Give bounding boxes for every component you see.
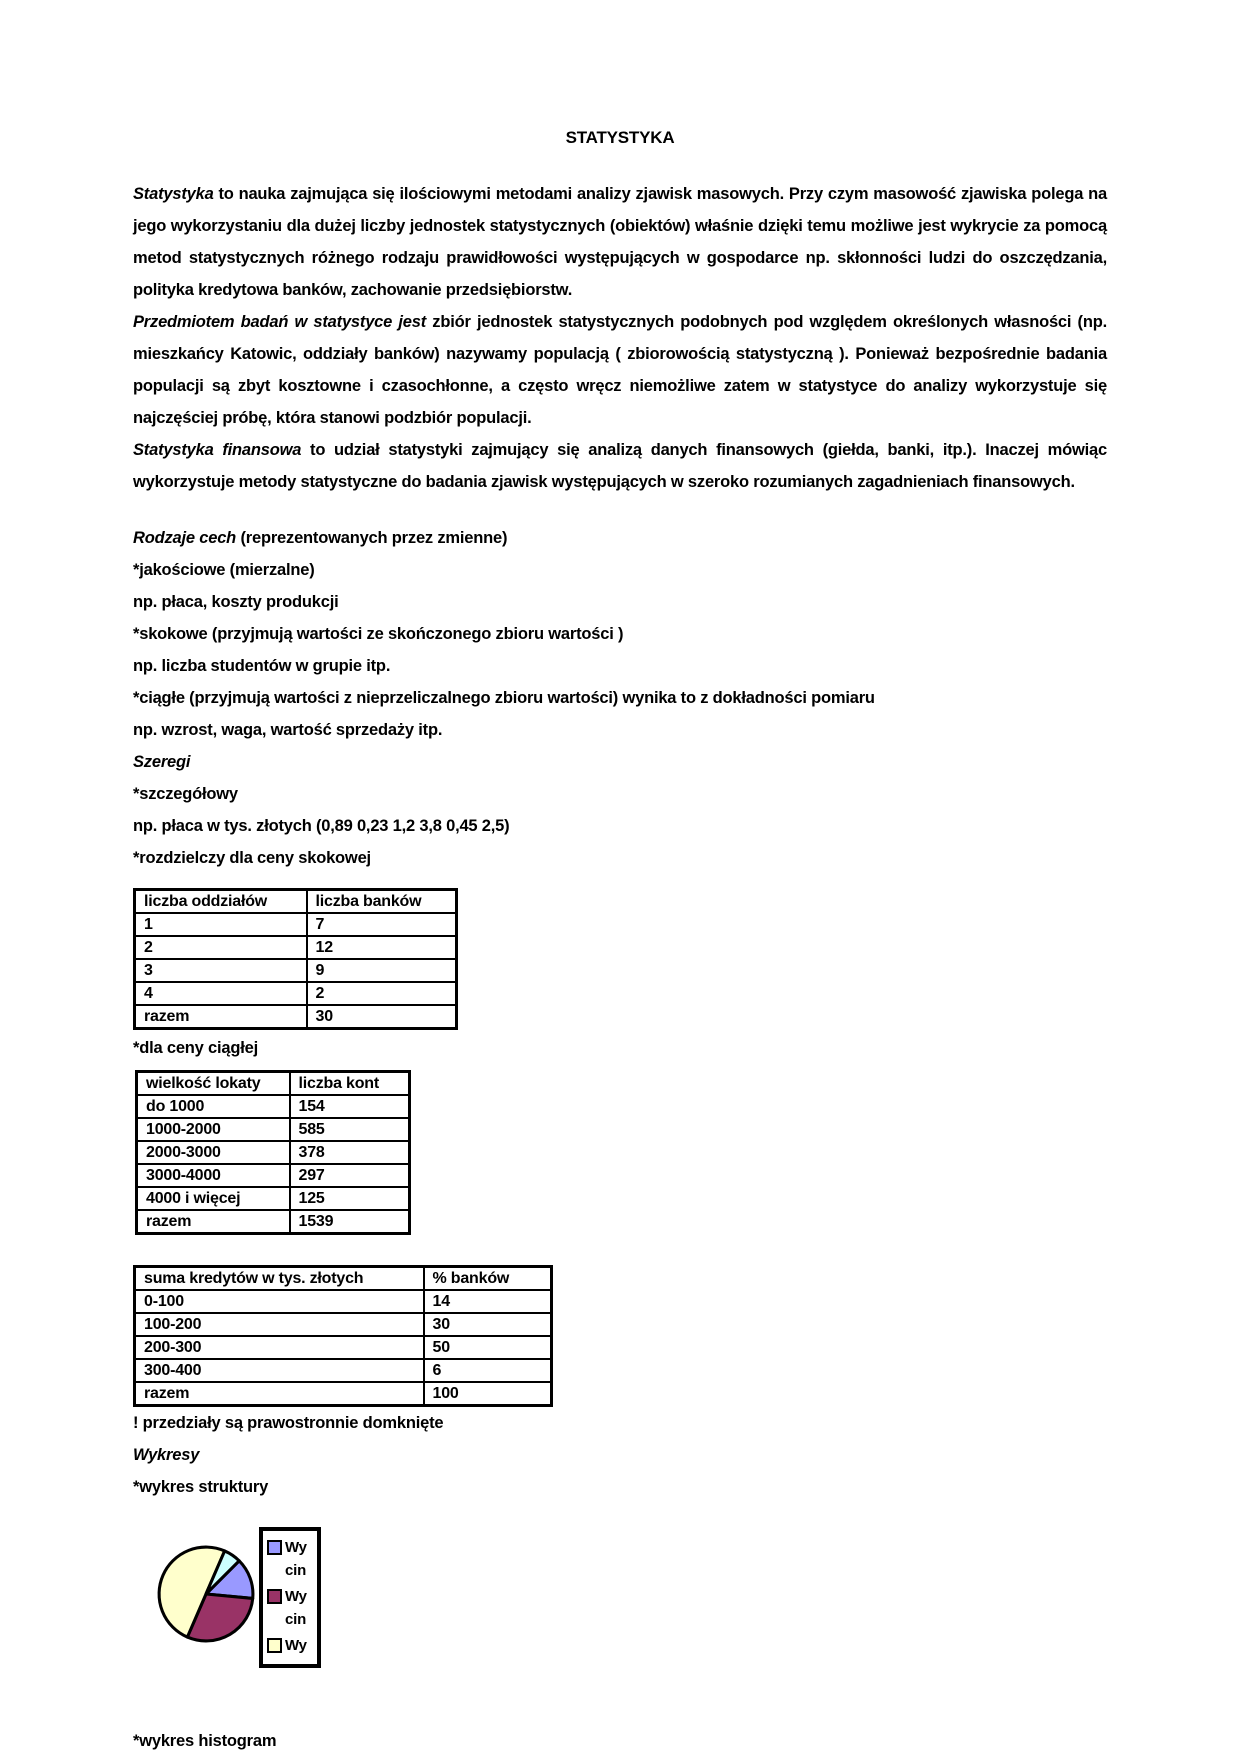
- section-heading-szeregi: Szeregi: [133, 753, 191, 771]
- table-cell: 3000-4000: [137, 1164, 290, 1187]
- table-header-row: [137, 1072, 410, 1096]
- list-item-dla-ceny-ciaglej: *dla ceny ciągłej: [133, 1039, 258, 1057]
- list-item-wykres-struktury: *wykres struktury: [133, 1478, 269, 1496]
- table-cell: 585: [290, 1118, 410, 1141]
- list-item-szczegolowy-example: np. płaca w tys. złotych (0,89 0,23 1,2 3,8 0,45 2,5): [133, 817, 510, 835]
- table-header-row: [135, 890, 457, 914]
- chart-legend: [259, 1527, 321, 1668]
- list-item-jakosciowe-example: np. płaca, koszty produkcji: [133, 593, 339, 611]
- table-cell: 100-200: [135, 1313, 424, 1336]
- table-cell: 297: [290, 1164, 410, 1187]
- table-credits-banks: [133, 1265, 553, 1407]
- column-header: suma kredytów w tys. złotych: [135, 1267, 424, 1291]
- column-header: liczba kont: [290, 1072, 410, 1096]
- table-cell: razem: [137, 1210, 290, 1234]
- table-row: [137, 1118, 410, 1141]
- list-item-skokowe: *skokowe (przyjmują wartości ze skończonego zbioru wartości ): [133, 625, 624, 643]
- list-item-skokowe-example: np. liczba studentów w grupie itp.: [133, 657, 391, 675]
- table-row: [135, 982, 457, 1005]
- column-header: liczba oddziałów: [135, 890, 307, 914]
- paragraph-text: to nauka zajmująca się ilościowymi metodami analizy zjawisk masowych. Przy czym masowość zjawiska polega na jego wykorzystaniu dla dużej liczby jednostek statystycznych (obiektów) właśnie dzięki temu możliwe jest wykrycie za pomocą metod statystycznych różnego rodzaju prawidłowości występujących w gospodarce np. skłonności ludzi do oszczędzania, polityka kredytowa banków, zachowanie przedsiębiorstw.: [133, 185, 1107, 299]
- pie-chart: [155, 1543, 257, 1645]
- table-header-row: [135, 1267, 552, 1291]
- section-heading-rodzaje-cech: [133, 522, 1107, 554]
- legend-swatch-icon: [267, 1540, 282, 1555]
- heading-rest: (reprezentowanych przez zmienne): [236, 529, 508, 547]
- paragraph-lead: Przedmiotem badań w statystyce jest: [133, 313, 427, 331]
- table-branches-banks: [133, 888, 458, 1030]
- list-item-jakosciowe: *jakościowe (mierzalne): [133, 561, 315, 579]
- table-cell: 4000 i więcej: [137, 1187, 290, 1210]
- pie-chart-svg: [155, 1543, 257, 1645]
- paragraph-lead: Statystyka: [133, 185, 214, 203]
- column-header: % banków: [424, 1267, 552, 1291]
- table-row: [137, 1141, 410, 1164]
- table-row: [135, 1313, 552, 1336]
- table-cell: 7: [307, 913, 457, 936]
- table-row: [135, 1290, 552, 1313]
- table-cell: 2: [307, 982, 457, 1005]
- table-row: [137, 1187, 410, 1210]
- table-total-row: [135, 1005, 457, 1029]
- table-cell: 1539: [290, 1210, 410, 1234]
- table-cell: razem: [135, 1005, 307, 1029]
- legend-label: Wy cin: [285, 1588, 307, 1628]
- paragraph-definition: [133, 178, 1107, 306]
- table-cell: 2000-3000: [137, 1141, 290, 1164]
- list-item-szczegolowy: *szczegółowy: [133, 785, 238, 803]
- legend-item: [267, 1536, 317, 1582]
- table-cell: 12: [307, 936, 457, 959]
- table-cell: 100: [424, 1382, 552, 1406]
- paragraph-financial: [133, 434, 1107, 498]
- table-cell: 30: [307, 1005, 457, 1029]
- paragraph-lead: Statystyka finansowa: [133, 441, 302, 459]
- table-cell: 3: [135, 959, 307, 982]
- legend-swatch-icon: [267, 1589, 282, 1604]
- table-cell: 6: [424, 1359, 552, 1382]
- table-cell: 1: [135, 913, 307, 936]
- list-item-wykres-histogram: *wykres histogram: [133, 1732, 277, 1750]
- paragraph-text: to udział statystyki zajmujący się analizą danych finansowych (giełda, banki, itp.). Inaczej mówiąc wykorzystuje metody statystyczne do badania zjawisk występujących w szeroko rozumianych zagadnieniach finansowych.: [133, 441, 1107, 491]
- structure-chart: [133, 1527, 1107, 1677]
- table-cell: 50: [424, 1336, 552, 1359]
- table-row: [135, 1359, 552, 1382]
- legend-label: Wy: [285, 1637, 307, 1654]
- paragraph-subject: [133, 306, 1107, 434]
- column-header: wielkość lokaty: [137, 1072, 290, 1096]
- table-row: [137, 1164, 410, 1187]
- legend-item: [267, 1585, 317, 1631]
- table-deposits-accounts: [135, 1070, 411, 1235]
- feature-types-section: [133, 522, 1107, 874]
- table-cell: 4: [135, 982, 307, 1005]
- list-item-ciagle-example: np. wzrost, waga, wartość sprzedaży itp.: [133, 721, 443, 739]
- list-item-rozdzielczy: *rozdzielczy dla ceny skokowej: [133, 849, 371, 867]
- table-row: [135, 936, 457, 959]
- legend-swatch-icon: [267, 1638, 282, 1653]
- table-cell: 30: [424, 1313, 552, 1336]
- table-cell: 14: [424, 1290, 552, 1313]
- section-heading-wykresy: Wykresy: [133, 1446, 200, 1464]
- table-cell: 125: [290, 1187, 410, 1210]
- table-cell: 154: [290, 1095, 410, 1118]
- column-header: liczba banków: [307, 890, 457, 914]
- table-row: [135, 913, 457, 936]
- table-cell: 9: [307, 959, 457, 982]
- table-cell: 300-400: [135, 1359, 424, 1382]
- note-intervals: ! przedziały są prawostronnie domknięte: [133, 1414, 444, 1432]
- legend-item: [267, 1634, 317, 1657]
- legend-label: Wy cin: [285, 1539, 307, 1579]
- table-row: [135, 1336, 552, 1359]
- table-cell: 200-300: [135, 1336, 424, 1359]
- table-total-row: [137, 1210, 410, 1234]
- paragraph-text: zbiór jednostek statystycznych podobnych pod względem określonych własności (np. mieszkańcy Katowic, oddziały banków) nazywamy populacją ( zbiorowością statystyczną ). Ponieważ bezpośrednie badania populacji są zbyt kosztowne i czasochłonne, a często wręcz niemożliwe zatem w statystyce do analizy wykorzystuje się najczęściej próbę, która stanowi podzbiór populacji.: [133, 313, 1107, 427]
- table-total-row: [135, 1382, 552, 1406]
- table-cell: 0-100: [135, 1290, 424, 1313]
- table-cell: do 1000: [137, 1095, 290, 1118]
- table-row: [135, 959, 457, 982]
- table-cell: razem: [135, 1382, 424, 1406]
- table-cell: 1000-2000: [137, 1118, 290, 1141]
- table-row: [137, 1095, 410, 1118]
- page-title: STATYSTYKA: [565, 128, 675, 147]
- list-item-ciagle: *ciągłe (przyjmują wartości z nieprzeliczalnego zbioru wartości) wynika to z dokładności pomiaru: [133, 689, 875, 707]
- table-cell: 2: [135, 936, 307, 959]
- table-cell: 378: [290, 1141, 410, 1164]
- heading-lead: Rodzaje cech: [133, 529, 237, 547]
